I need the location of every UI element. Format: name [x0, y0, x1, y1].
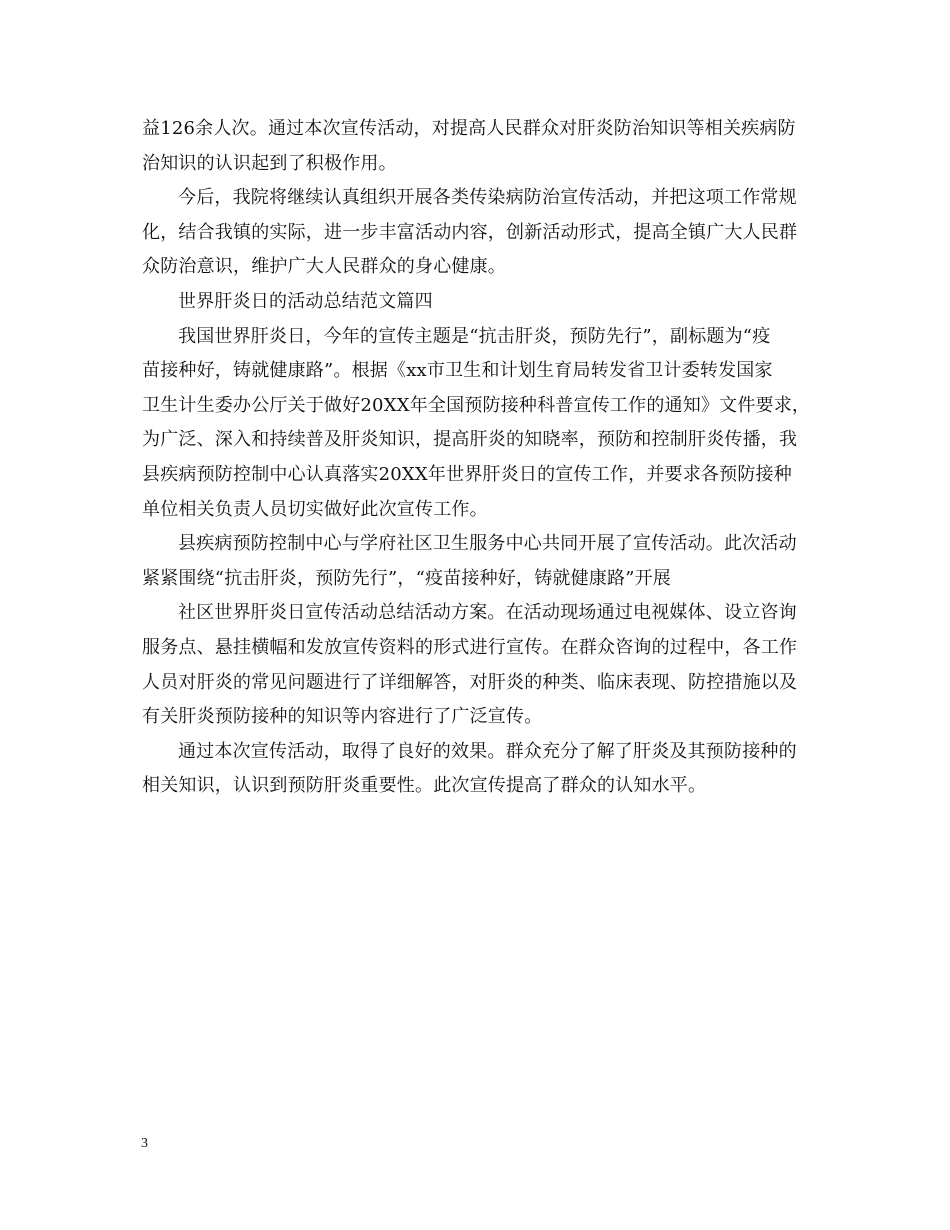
- page-number: 3: [141, 1136, 148, 1151]
- text-line: 紧紧围绕“抗击肝炎，预防先行”，“疫苗接种好，铸就健康路”开展: [142, 567, 672, 589]
- body-text: [142, 112, 822, 804]
- paragraph-start-line: 今后，我院将继续认真组织开展各类传染病防治宣传活动，并把这项工作常规: [178, 187, 797, 209]
- text-line: 为广泛、深入和持续普及肝炎知识，提高肝炎的知晓率，预防和控制肝炎传播，我: [142, 429, 798, 451]
- text-line: 相关知识，认识到预防肝炎重要性。此次宣传提高了群众的认知水平。: [142, 775, 707, 797]
- paragraph-start-line: 我国世界肝炎日，今年的宣传主题是“抗击肝炎，预防先行”，副标题为“疫: [178, 325, 771, 347]
- text-line: 人员对肝炎的常见问题进行了详细解答，对肝炎的种类、临床表现、防控措施以及: [142, 671, 798, 693]
- paragraph-start-line: 县疾病预防控制中心与学府社区卫生服务中心共同开展了宣传活动。此次活动: [178, 533, 797, 555]
- text-line: 化，结合我镇的实际，进一步丰富活动内容，创新活动形式，提高全镇广大人民群: [142, 221, 798, 243]
- text-line: 治知识的认识起到了积极作用。: [142, 152, 397, 174]
- text-line: 有关肝炎预防接种的知识等内容进行了广泛宣传。: [142, 706, 543, 728]
- paragraph-start-line: 通过本次宣传活动，取得了良好的效果。群众充分了解了肝炎及其预防接种的: [178, 740, 797, 762]
- text-line: 益126余人次。通过本次宣传活动，对提高人民群众对肝炎防治知识等相关疾病防: [142, 118, 796, 139]
- text-line: 卫生计生委办公厅关于做好20XX年全国预防接种科普宣传工作的通知》文件要求，: [142, 394, 811, 416]
- text-line: 服务点、悬挂横幅和发放宣传资料的形式进行宣传。在群众咨询的过程中，各工作: [142, 636, 798, 658]
- text-line: 苗接种好，铸就健康路”。根据《xx市卫生和计划生育局转发省卫计委转发国家: [142, 360, 773, 382]
- text-line: 县疾病预防控制中心认真落实20XX年世界肝炎日的宣传工作，并要求各预防接种: [142, 463, 792, 485]
- section-heading: 世界肝炎日的活动总结范文篇四: [178, 290, 433, 312]
- paragraph-start-line: 社区世界肝炎日宣传活动总结活动方案。在活动现场通过电视媒体、设立咨询: [178, 602, 797, 624]
- text-line: 众防治意识，维护广大人民群众的身心健康。: [142, 256, 506, 278]
- text-line: 单位相关负责人员切实做好此次宣传工作。: [142, 498, 488, 520]
